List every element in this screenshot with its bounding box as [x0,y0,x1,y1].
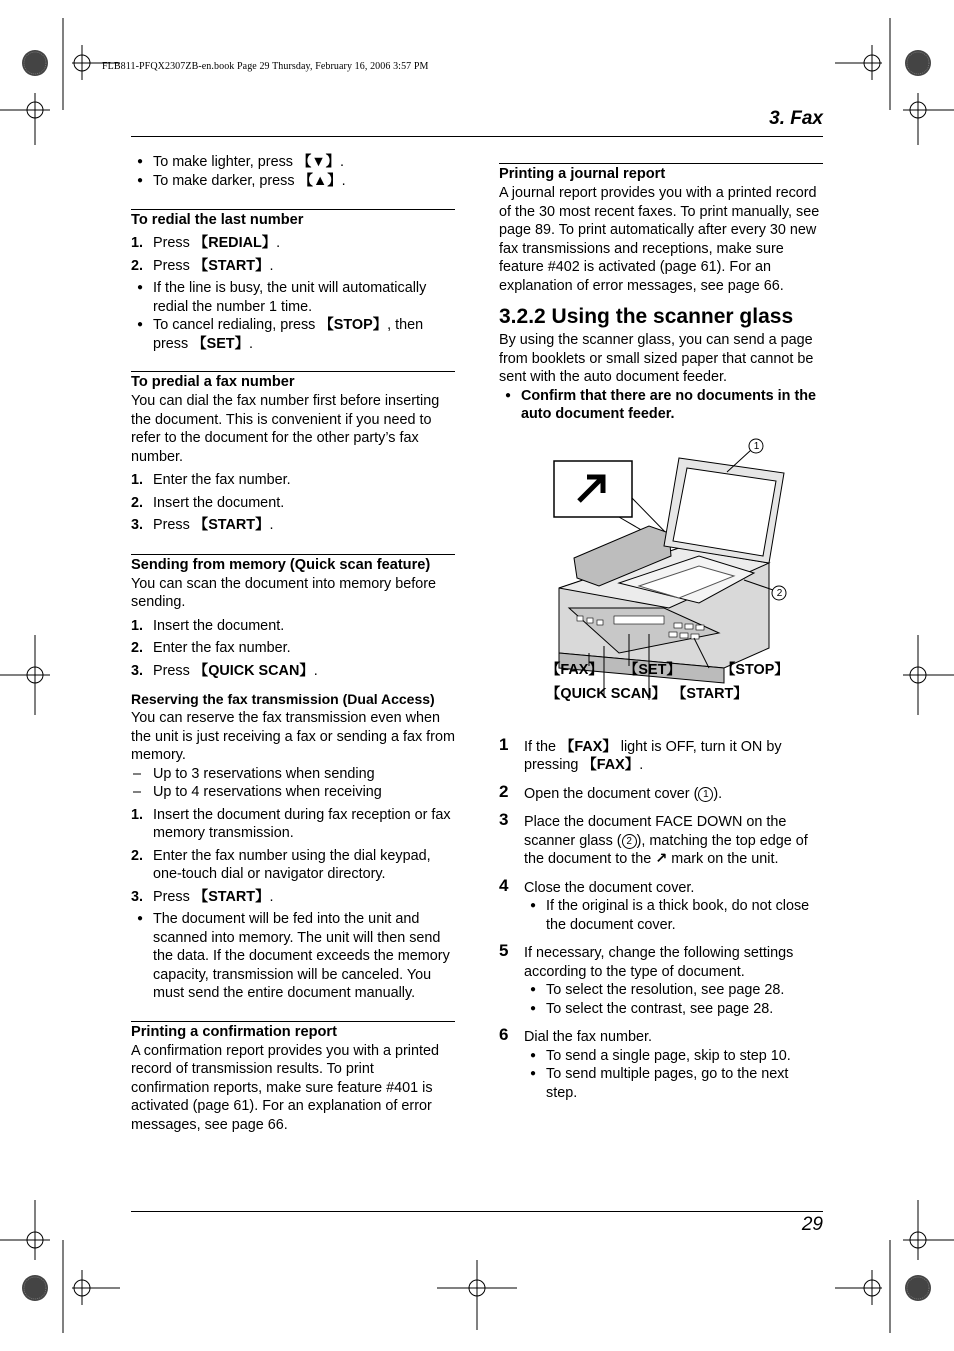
callout-ref: 1 [698,787,713,802]
list-item: 3. Press 【QUICK SCAN】. [131,662,318,679]
list-item: 2. Insert the document. [131,494,285,511]
step-text: ), matching the top edge of the document to the [524,832,808,867]
header-rule [131,136,823,137]
list-item: 3. Press 【START】. [131,517,274,533]
scanner-body: By using the scanner glass, you can send a page from booklets or small sized paper that cannot be sent with the auto document feeder. [499,332,814,385]
list-item: ● To select the contrast, see page 28. [524,1000,823,1019]
list-item: 2. Enter the fax number. [131,640,291,656]
step-text: Dial the fax number. [524,1029,652,1045]
redial-steps [131,234,455,275]
journal-title: Printing a journal report [499,166,666,182]
step-bullets [524,981,823,1018]
dual-dashes [131,765,455,802]
memory-body: You can scan the document into memory before sending. [131,575,437,610]
callout-1: 1 [753,440,760,452]
step-text: Enter the fax number. [153,472,291,488]
step-bullets [524,1047,823,1103]
step-text: ). [713,785,723,802]
step-number: 2 [499,781,509,801]
step-text: Insert the document during fax reception or fax memory transmission. [153,806,451,841]
step-text: If necessary, change the following settings according to the type of document. [524,945,794,980]
section-label: 3. Fax [769,108,823,129]
list-item: ● To make darker, press 【▲】. [131,172,455,191]
step-item [499,941,823,1018]
list-item: 3. Press 【START】. [131,888,274,905]
step-number: 4 [499,875,509,895]
page-number: 29 [801,1214,823,1235]
list-item: 2. Press 【START】. [131,257,274,274]
step-item [499,781,823,804]
arrow-mark-icon: ↗ [655,851,668,867]
callout-ref: 2 [622,834,637,849]
list-item: 1. Enter the fax number. [131,472,291,488]
step-item [499,875,823,935]
section-rule [131,209,455,210]
dual-steps [131,806,455,907]
step-item [499,1025,823,1102]
list-item: 1. Insert the document during fax reception or fax memory transmission. [131,806,451,841]
step-bullets [524,897,823,934]
footer-rule [131,1211,823,1212]
file-header: FLB811-PFQX2307ZB-en.book Page 29 Thursday, February 16, 2006 3:57 PM [102,61,429,72]
section-rule [131,554,455,555]
step-item [499,734,823,775]
scanner-heading: 3.2.2 Using the scanner glass [499,305,794,328]
section-rule [131,1021,455,1022]
dual-title: Reserving the fax transmission (Dual Access) [131,691,435,707]
journal-body: A journal report provides you with a printed record of the 30 most recent faxes. To print manually, see page 89. To print automatically after every 30 new fax transmissions and receptions, make sure feature #402 is activated (page 61). For an explanation of error messages, see page 66. [499,185,820,294]
list-item: ● To send multiple pages, go to the next step. [524,1065,823,1102]
step-text: Press 【START】. [153,257,274,274]
redial-bullets [131,279,455,353]
step-text: Open the document cover ( [524,785,699,802]
confirmation-body: A confirmation report provides you with a printed record of transmission results. To print confirmation reports, make sure feature #401 is activated (page 61). For an explanation of error messages, see page 66. [131,1042,439,1133]
list-item: – Up to 3 reservations when sending [133,765,375,782]
list-item: ● If the line is busy, the unit will automatically redial the number 1 time. [131,279,455,316]
dual-body: You can reserve the fax transmission even when the unit is just receiving a fax or sending a fax from memory. [131,710,455,763]
step-text: Place the document FACE DOWN on the scanner glass ( [524,814,787,849]
predial-title: To predial a fax number [131,374,295,390]
list-item: 1. Press 【REDIAL】. [131,235,281,251]
dash-text: Up to 3 reservations when sending [153,765,375,782]
label-start: 【START】 [672,685,748,702]
list-item: – Up to 4 reservations when receiving [133,784,382,800]
section-rule [499,163,823,164]
contrast-bullets [131,153,455,190]
list-item: ● Confirm that there are no documents in the auto document feeder. [499,387,823,424]
right-column [499,153,823,1102]
step-item [499,810,823,869]
step-number: 3 [499,810,509,829]
redial-title: To redial the last number [131,212,304,228]
step-number: 6 [499,1025,509,1044]
list-item: ● To send a single page, skip to step 10. [524,1047,823,1066]
list-item: 2. Enter the fax number using the dial keypad, one-touch dial or navigator directory. [131,847,431,882]
left-column [131,153,455,1134]
memory-steps [131,617,455,681]
section-rule [131,371,455,372]
list-item: 1. Insert the document. [131,617,285,634]
step-text: Enter the fax number. [153,640,291,656]
step-number: 5 [499,941,509,960]
scanner-bullets [499,387,823,424]
confirmation-title: Printing a confirmation report [131,1023,337,1040]
step-text: Insert the document. [153,494,285,511]
step-text: Insert the document. [153,617,285,634]
step-text: If the 【FAX】 light is OFF, turn it ON by pressing 【FAX】. [524,738,782,773]
step-text: Close the document cover. [524,879,695,896]
callout-2: 2 [776,587,783,599]
list-item: ● The document will be fed into the unit and scanned into memory. The unit will then send the data. If the document exceeds the memory capacity, transmission will be canceled. You must send the entire document manually. [131,910,455,1003]
step-text: Press 【START】. [153,517,274,533]
label-stop: 【STOP】 [721,661,789,678]
list-item: ● To make lighter, press 【▼】. [131,153,455,172]
memory-title: Sending from memory (Quick scan feature) [131,556,431,573]
step-text: Press 【QUICK SCAN】. [153,662,318,679]
scanner-figure [499,438,823,738]
dash-text: Up to 4 reservations when receiving [153,784,382,800]
step-text: Press 【REDIAL】. [153,235,281,251]
step-number: 1 [499,734,509,754]
label-set: 【SET】 [624,661,681,678]
list-item: ● If the original is a thick book, do not close the document cover. [524,897,823,934]
scanner-steps [499,734,823,1103]
step-text: mark on the unit. [667,851,779,867]
predial-body: You can dial the fax number first before inserting the document. This is convenient if you need to refer to the document for the other party’s fax number. [131,393,440,465]
list-item: ● To cancel redialing, press 【STOP】, then press 【SET】. [131,316,455,353]
predial-steps [131,471,455,535]
label-quick-scan: 【QUICK SCAN】 [546,685,666,702]
list-item: ● To select the resolution, see page 28. [524,981,823,1000]
step-text: Press 【START】. [153,888,274,905]
dual-bullets [131,910,455,1003]
step-text: Enter the fax number using the dial keypad, one-touch dial or navigator directory. [153,847,431,882]
label-fax: 【FAX】 [546,661,603,678]
